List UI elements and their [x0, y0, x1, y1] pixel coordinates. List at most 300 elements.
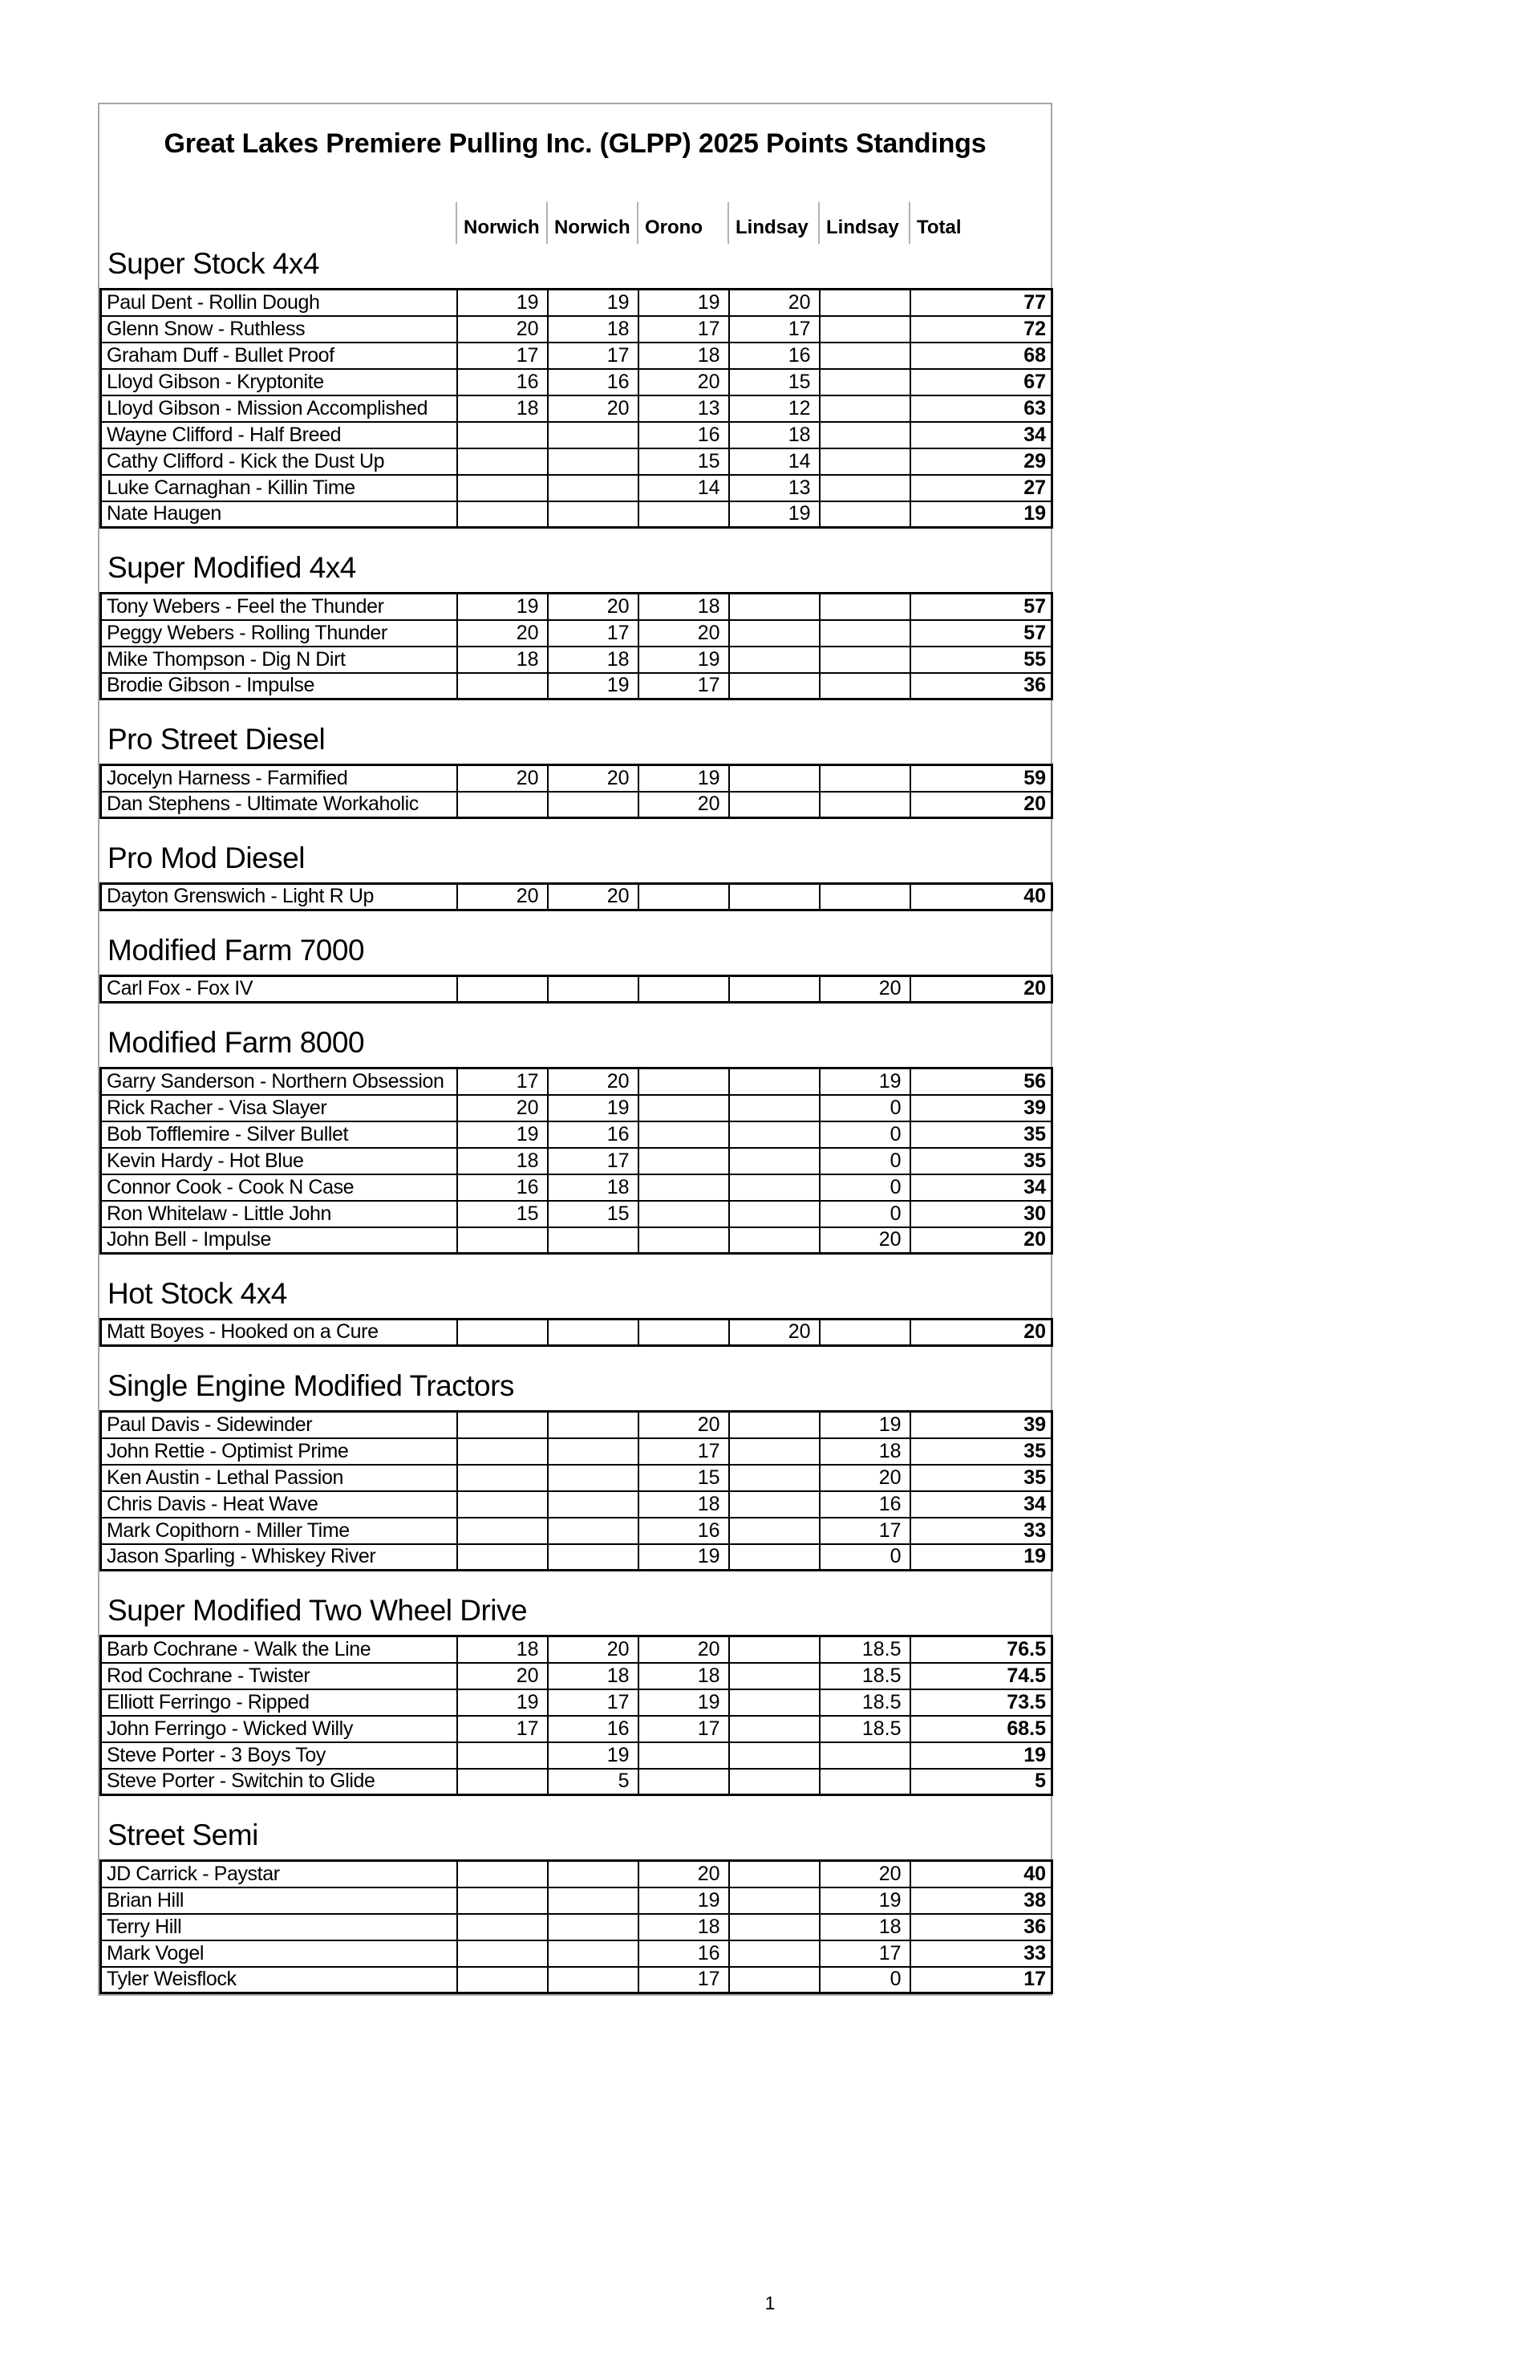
score-cell: 20: [457, 884, 548, 910]
competitor-name: Paul Dent - Rollin Dough: [101, 290, 457, 316]
score-cell: 20: [638, 792, 729, 818]
score-cell: [729, 1967, 820, 1993]
competitor-name: Tyler Weisflock: [101, 1967, 457, 1993]
score-cell: [820, 343, 910, 369]
score-cell: [457, 1518, 548, 1544]
total-cell: 34: [910, 1174, 1052, 1201]
page-number: 1: [764, 2293, 776, 2313]
table-row: [101, 1636, 1052, 1663]
table-row: [101, 620, 1052, 647]
competitor-name: Wayne Clifford - Half Breed: [101, 422, 457, 448]
points-table: [99, 764, 1053, 819]
score-cell: [729, 1544, 820, 1571]
competitor-name: Bob Tofflemire - Silver Bullet: [101, 1121, 457, 1148]
total-cell: 19: [910, 1742, 1052, 1769]
score-cell: [638, 1320, 729, 1346]
score-cell: 17: [548, 620, 638, 647]
score-cell: 20: [820, 1465, 910, 1491]
score-cell: [457, 1320, 548, 1346]
table-row: [101, 1716, 1052, 1742]
score-cell: 16: [638, 1940, 729, 1967]
total-cell: 29: [910, 448, 1052, 475]
table-row: [101, 1412, 1052, 1438]
score-cell: [820, 792, 910, 818]
table-row: [101, 1742, 1052, 1769]
points-table: [99, 1318, 1053, 1347]
score-cell: 20: [457, 765, 548, 792]
score-cell: 19: [820, 1412, 910, 1438]
points-table: [99, 975, 1053, 1003]
table-row: [101, 422, 1052, 448]
score-cell: [548, 976, 638, 1003]
points-table: [99, 1410, 1053, 1571]
score-cell: 14: [638, 475, 729, 501]
score-cell: 18: [548, 316, 638, 343]
section: [99, 1024, 1051, 1255]
score-cell: [820, 422, 910, 448]
table-row: [101, 1769, 1052, 1795]
score-cell: [638, 1769, 729, 1795]
table-row: [101, 594, 1052, 620]
total-cell: 57: [910, 620, 1052, 647]
table-row: [101, 1320, 1052, 1346]
score-cell: [548, 1320, 638, 1346]
total-cell: 36: [910, 673, 1052, 699]
competitor-name: John Ferringo - Wicked Willy: [101, 1716, 457, 1742]
score-cell: 0: [820, 1148, 910, 1174]
score-cell: [548, 792, 638, 818]
total-cell: 33: [910, 1940, 1052, 1967]
score-cell: 19: [457, 1689, 548, 1716]
score-cell: [457, 1940, 548, 1967]
score-cell: [729, 792, 820, 818]
total-cell: 40: [910, 884, 1052, 910]
score-cell: 19: [820, 1887, 910, 1914]
score-cell: [729, 976, 820, 1003]
score-cell: 17: [638, 1716, 729, 1742]
score-cell: 18: [638, 343, 729, 369]
score-cell: [548, 1412, 638, 1438]
score-cell: [457, 501, 548, 528]
table-row: [101, 647, 1052, 673]
score-cell: 20: [548, 1068, 638, 1095]
score-cell: [638, 1068, 729, 1095]
score-cell: [729, 1465, 820, 1491]
score-cell: [457, 422, 548, 448]
score-cell: [820, 316, 910, 343]
column-header-orono-2: Orono: [637, 202, 727, 244]
competitor-name: Rod Cochrane - Twister: [101, 1663, 457, 1689]
score-cell: 18: [548, 647, 638, 673]
score-cell: 15: [638, 448, 729, 475]
competitor-name: Kevin Hardy - Hot Blue: [101, 1148, 457, 1174]
score-cell: [729, 1663, 820, 1689]
total-cell: 34: [910, 422, 1052, 448]
score-cell: [548, 475, 638, 501]
competitor-name: Lloyd Gibson - Mission Accomplished: [101, 395, 457, 422]
competitor-name: Nate Haugen: [101, 501, 457, 528]
score-cell: [548, 1861, 638, 1887]
competitor-name: Paul Davis - Sidewinder: [101, 1412, 457, 1438]
score-cell: [457, 1491, 548, 1518]
score-cell: [729, 1636, 820, 1663]
competitor-name: Chris Davis - Heat Wave: [101, 1491, 457, 1518]
total-cell: 74.5: [910, 1663, 1052, 1689]
score-cell: 18: [548, 1174, 638, 1201]
competitor-name: Brodie Gibson - Impulse: [101, 673, 457, 699]
table-row: [101, 316, 1052, 343]
score-cell: 19: [638, 647, 729, 673]
competitor-name: Dayton Grenswich - Light R Up: [101, 884, 457, 910]
points-table: [99, 882, 1053, 911]
score-cell: [729, 1438, 820, 1465]
table-row: [101, 1914, 1052, 1940]
competitor-name: Barb Cochrane - Walk the Line: [101, 1636, 457, 1663]
total-cell: 5: [910, 1769, 1052, 1795]
competitor-name: Mark Copithorn - Miller Time: [101, 1518, 457, 1544]
score-cell: [457, 1544, 548, 1571]
table-row: [101, 1174, 1052, 1201]
section-title: Modified Farm 8000: [107, 1026, 365, 1059]
competitor-name: Glenn Snow - Ruthless: [101, 316, 457, 343]
score-cell: 15: [638, 1465, 729, 1491]
score-cell: 15: [729, 369, 820, 395]
table-row: [101, 1967, 1052, 1993]
section: [99, 840, 1051, 911]
column-header-lindsay-4: Lindsay: [818, 202, 909, 244]
score-cell: [457, 1967, 548, 1993]
competitor-name: Ron Whitelaw - Little John: [101, 1201, 457, 1227]
score-cell: [729, 1412, 820, 1438]
table-row: [101, 884, 1052, 910]
table-row: [101, 1861, 1052, 1887]
table-row: [101, 1148, 1052, 1174]
table-row: [101, 1465, 1052, 1491]
score-cell: [729, 1914, 820, 1940]
section-title: Hot Stock 4x4: [107, 1277, 287, 1310]
total-cell: 20: [910, 1227, 1052, 1254]
column-header-norwich-1: Norwich: [546, 202, 637, 244]
score-cell: 20: [638, 1636, 729, 1663]
score-cell: [820, 1742, 910, 1769]
points-table: [99, 288, 1053, 529]
total-cell: 19: [910, 501, 1052, 528]
score-cell: [729, 1174, 820, 1201]
score-cell: [548, 1227, 638, 1254]
score-cell: 14: [729, 448, 820, 475]
total-cell: 72: [910, 316, 1052, 343]
score-cell: 18: [548, 1663, 638, 1689]
score-cell: 20: [820, 1227, 910, 1254]
table-row: [101, 976, 1052, 1003]
score-cell: [820, 501, 910, 528]
score-cell: [729, 1201, 820, 1227]
competitor-name: Steve Porter - Switchin to Glide: [101, 1769, 457, 1795]
section-title: Super Stock 4x4: [107, 247, 319, 280]
score-cell: 18.5: [820, 1663, 910, 1689]
table-row: [101, 369, 1052, 395]
score-cell: [457, 448, 548, 475]
competitor-name: Lloyd Gibson - Kryptonite: [101, 369, 457, 395]
section: [99, 932, 1051, 1003]
score-cell: [548, 1544, 638, 1571]
competitor-name: Ken Austin - Lethal Passion: [101, 1465, 457, 1491]
total-cell: 35: [910, 1438, 1052, 1465]
score-cell: [729, 1940, 820, 1967]
points-table: [99, 1067, 1053, 1255]
score-cell: [729, 1861, 820, 1887]
score-cell: 20: [457, 316, 548, 343]
score-cell: 18: [820, 1438, 910, 1465]
score-cell: 20: [548, 1636, 638, 1663]
score-cell: 17: [548, 1689, 638, 1716]
table-row: [101, 343, 1052, 369]
competitor-name: Connor Cook - Cook N Case: [101, 1174, 457, 1201]
score-cell: 13: [638, 395, 729, 422]
score-cell: 0: [820, 1174, 910, 1201]
score-cell: [638, 1174, 729, 1201]
score-cell: [548, 1940, 638, 1967]
score-cell: 20: [820, 976, 910, 1003]
score-cell: [729, 884, 820, 910]
score-cell: 16: [548, 369, 638, 395]
competitor-name: JD Carrick - Paystar: [101, 1861, 457, 1887]
score-cell: 20: [548, 395, 638, 422]
score-cell: 19: [548, 673, 638, 699]
competitor-name: Mike Thompson - Dig N Dirt: [101, 647, 457, 673]
table-row: [101, 475, 1052, 501]
score-cell: 16: [638, 422, 729, 448]
section-title: Pro Mod Diesel: [107, 841, 305, 874]
score-cell: [548, 1491, 638, 1518]
score-cell: 17: [820, 1518, 910, 1544]
section-title: Super Modified Two Wheel Drive: [107, 1594, 528, 1627]
score-cell: [638, 501, 729, 528]
score-cell: 16: [548, 1716, 638, 1742]
score-cell: 19: [638, 1544, 729, 1571]
score-cell: [729, 647, 820, 673]
score-cell: 0: [820, 1967, 910, 1993]
total-cell: 20: [910, 1320, 1052, 1346]
section: [99, 1275, 1051, 1347]
score-cell: 18: [638, 594, 729, 620]
score-cell: 20: [638, 1861, 729, 1887]
points-table: [99, 1635, 1053, 1796]
total-cell: 27: [910, 475, 1052, 501]
score-cell: [820, 369, 910, 395]
total-cell: 68.5: [910, 1716, 1052, 1742]
score-cell: [729, 1689, 820, 1716]
score-cell: 18: [729, 422, 820, 448]
score-cell: 19: [729, 501, 820, 528]
total-cell: 20: [910, 976, 1052, 1003]
score-cell: [729, 1068, 820, 1095]
section: [99, 1817, 1051, 1994]
score-cell: [638, 884, 729, 910]
total-cell: 35: [910, 1148, 1052, 1174]
column-header-lindsay-3: Lindsay: [727, 202, 818, 244]
total-cell: 30: [910, 1201, 1052, 1227]
score-cell: 20: [548, 594, 638, 620]
score-cell: 19: [638, 765, 729, 792]
score-cell: 20: [820, 1861, 910, 1887]
score-cell: 18: [457, 647, 548, 673]
section: [99, 721, 1051, 819]
score-cell: [457, 1742, 548, 1769]
score-cell: 20: [729, 1320, 820, 1346]
score-cell: 0: [820, 1121, 910, 1148]
score-cell: 20: [457, 1095, 548, 1121]
table-row: [101, 501, 1052, 528]
score-cell: 20: [457, 620, 548, 647]
score-cell: 13: [729, 475, 820, 501]
score-cell: 19: [457, 594, 548, 620]
table-row: [101, 290, 1052, 316]
score-cell: 19: [820, 1068, 910, 1095]
score-cell: [457, 475, 548, 501]
total-cell: 57: [910, 594, 1052, 620]
table-row: [101, 1544, 1052, 1571]
total-cell: 55: [910, 647, 1052, 673]
total-cell: 36: [910, 1914, 1052, 1940]
score-cell: [820, 448, 910, 475]
score-cell: [729, 1227, 820, 1254]
total-cell: 17: [910, 1967, 1052, 1993]
score-cell: 17: [457, 1068, 548, 1095]
score-cell: [729, 1148, 820, 1174]
print-area: [98, 103, 1052, 1996]
score-cell: [820, 594, 910, 620]
score-cell: 20: [548, 884, 638, 910]
score-cell: [548, 422, 638, 448]
score-cell: 0: [820, 1544, 910, 1571]
score-cell: 20: [457, 1663, 548, 1689]
table-row: [101, 1438, 1052, 1465]
competitor-name: Jason Sparling - Whiskey River: [101, 1544, 457, 1571]
points-table: [99, 592, 1053, 700]
total-cell: 38: [910, 1887, 1052, 1914]
total-cell: 67: [910, 369, 1052, 395]
score-cell: 16: [638, 1518, 729, 1544]
score-cell: [638, 976, 729, 1003]
score-cell: 20: [729, 290, 820, 316]
score-cell: 17: [638, 316, 729, 343]
score-cell: [548, 1887, 638, 1914]
score-cell: 16: [820, 1491, 910, 1518]
competitor-name: Garry Sanderson - Northern Obsession: [101, 1068, 457, 1095]
score-cell: 5: [548, 1769, 638, 1795]
total-cell: 76.5: [910, 1636, 1052, 1663]
score-cell: 0: [820, 1095, 910, 1121]
score-cell: [820, 1320, 910, 1346]
total-cell: 35: [910, 1121, 1052, 1148]
score-cell: [548, 501, 638, 528]
table-row: [101, 792, 1052, 818]
table-row: [101, 673, 1052, 699]
section: [99, 245, 1051, 529]
score-cell: 19: [548, 290, 638, 316]
score-cell: [729, 765, 820, 792]
competitor-name: Rick Racher - Visa Slayer: [101, 1095, 457, 1121]
score-cell: [638, 1148, 729, 1174]
score-cell: [729, 1095, 820, 1121]
competitor-name: John Bell - Impulse: [101, 1227, 457, 1254]
score-cell: 18: [820, 1914, 910, 1940]
score-cell: 18.5: [820, 1716, 910, 1742]
competitor-name: Peggy Webers - Rolling Thunder: [101, 620, 457, 647]
column-header-total: Total: [909, 202, 1049, 244]
score-cell: [820, 475, 910, 501]
total-cell: 35: [910, 1465, 1052, 1491]
score-cell: 15: [548, 1201, 638, 1227]
score-cell: 17: [729, 316, 820, 343]
score-cell: 20: [638, 1412, 729, 1438]
score-cell: [820, 884, 910, 910]
score-cell: [820, 673, 910, 699]
competitor-name: Cathy Clifford - Kick the Dust Up: [101, 448, 457, 475]
score-cell: [548, 1967, 638, 1993]
score-cell: [457, 1412, 548, 1438]
total-cell: 33: [910, 1518, 1052, 1544]
score-cell: 19: [457, 1121, 548, 1148]
header-name-spacer: [99, 202, 456, 244]
score-cell: [457, 1438, 548, 1465]
total-cell: 68: [910, 343, 1052, 369]
score-cell: 17: [548, 343, 638, 369]
points-table: [99, 1859, 1053, 1994]
table-row: [101, 395, 1052, 422]
score-cell: [638, 1227, 729, 1254]
score-cell: 17: [457, 1716, 548, 1742]
total-cell: 77: [910, 290, 1052, 316]
score-cell: [457, 1227, 548, 1254]
score-cell: [638, 1121, 729, 1148]
score-cell: 17: [820, 1940, 910, 1967]
score-cell: [820, 290, 910, 316]
score-cell: [548, 1518, 638, 1544]
score-cell: 19: [457, 290, 548, 316]
competitor-name: Graham Duff - Bullet Proof: [101, 343, 457, 369]
section-title: Modified Farm 7000: [107, 934, 365, 967]
total-cell: 63: [910, 395, 1052, 422]
score-cell: 17: [548, 1148, 638, 1174]
score-cell: 18: [638, 1914, 729, 1940]
score-cell: 19: [638, 290, 729, 316]
score-cell: 19: [638, 1689, 729, 1716]
competitor-name: Brian Hill: [101, 1887, 457, 1914]
score-cell: 16: [729, 343, 820, 369]
score-cell: [729, 1742, 820, 1769]
column-headers: [99, 202, 1051, 244]
score-cell: [820, 395, 910, 422]
score-cell: [548, 1914, 638, 1940]
score-cell: [457, 792, 548, 818]
section: [99, 1592, 1051, 1796]
score-cell: [548, 448, 638, 475]
table-row: [101, 1518, 1052, 1544]
score-cell: [729, 1769, 820, 1795]
total-cell: 56: [910, 1068, 1052, 1095]
score-cell: 17: [638, 1438, 729, 1465]
score-cell: 18: [638, 1491, 729, 1518]
score-cell: [457, 1861, 548, 1887]
section-title: Pro Street Diesel: [107, 723, 326, 756]
score-cell: 19: [548, 1095, 638, 1121]
score-cell: [729, 1887, 820, 1914]
score-cell: [729, 1518, 820, 1544]
total-cell: 40: [910, 1861, 1052, 1887]
standings-sections: [99, 245, 1051, 1994]
